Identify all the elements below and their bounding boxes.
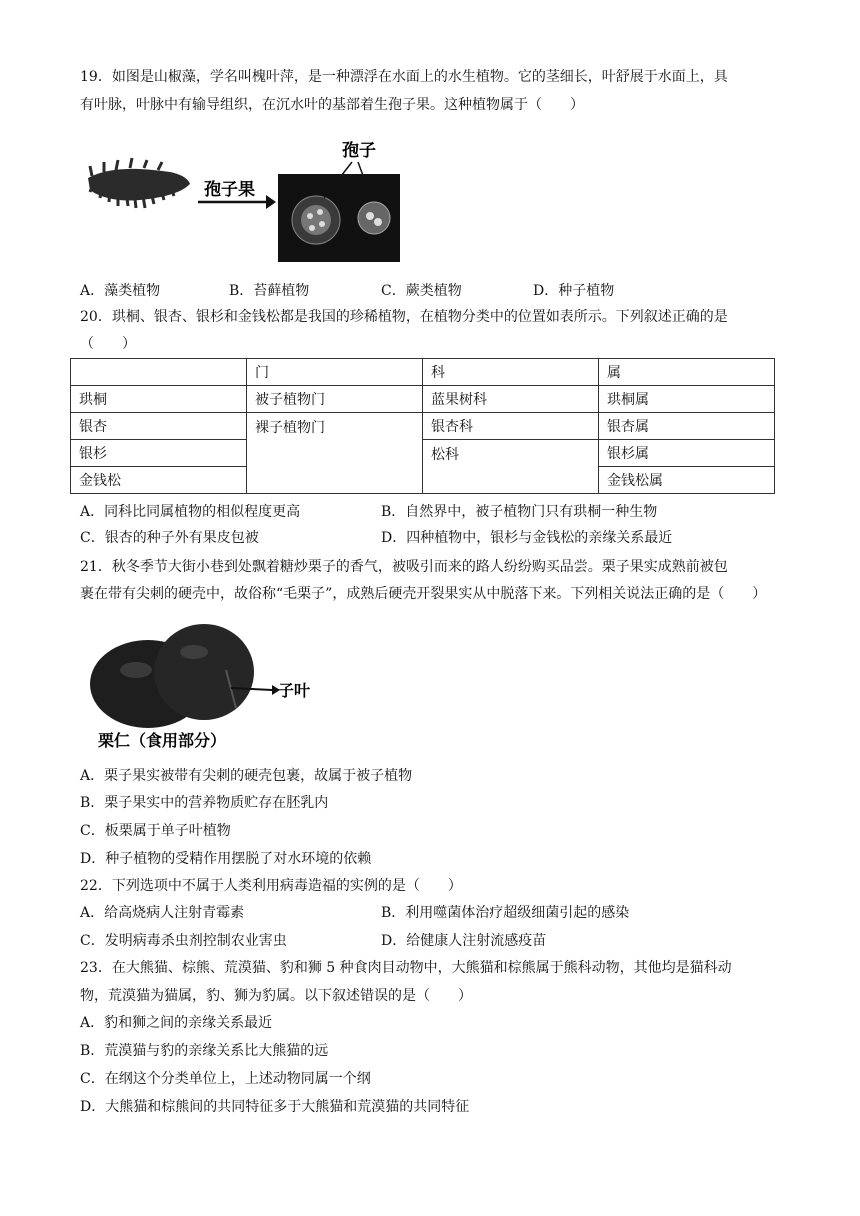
table-header-cell: 科 [423,359,599,386]
arrow-head-icon [266,195,276,209]
chestnut-figure [86,622,316,754]
q20-option-c: C．银杏的种子外有果皮包被 [80,530,259,546]
q21-stem-line2: 裹在带有尖刺的硬壳中，故俗称“毛栗子”，成熟后硬壳开裂果实从中脱落下来。下列相关说法正确的是（ ） [80,586,767,602]
q22-stem-line1: 22．下列选项中不属于人类利用病毒造福的实例的是（ ） [80,878,462,894]
label-cotyledon: 子叶 [278,681,311,700]
q20-stem-line2: （ ） [80,336,136,352]
q22-option-b: B．利用噬菌体治疗超级细菌引起的感染 [381,905,630,921]
table-row [71,386,775,413]
table-cell: 银杉 [71,440,247,467]
q19-stem-line1: 19．如图是山椒藻，学名叫槐叶萍，是一种漂浮在水面上的水生植物。它的茎细长，叶舒展于水面上，具 [80,69,728,85]
q23-stem-line1: 23．在大熊猫、棕熊、荒漠猫、豹和狮 5 种食肉目动物中，大熊猫和棕熊属于熊科动物，其他均是猫科动 [80,960,732,976]
table-cell: 银杏科 [423,413,599,440]
q20-stem-line1: 20．珙桐、银杏、银杉和金钱松都是我国的珍稀植物，在植物分类中的位置如表所示。下列叙述正确的是 [80,309,728,325]
table-header-cell: 属 [599,359,775,386]
table-header-row [71,359,775,386]
q21-option-c: C．板栗属于单子叶植物 [80,823,231,839]
table-cell: 银杏 [71,413,247,440]
table-cell: 金钱松 [71,467,247,494]
classification-table [70,358,775,494]
table-cell: 裸子植物门 [247,413,423,494]
table-header-cell: 门 [247,359,423,386]
q20-option-a: A．同科比同属植物的相似程度更高 [80,504,301,520]
q22-option-a: A．给高烧病人注射青霉素 [80,905,245,921]
label-sporocarp: 孢子果 [204,180,255,200]
q21-option-d: D．种子植物的受精作用摆脱了对水环境的依赖 [80,851,372,867]
salvinia-figure [80,138,410,266]
salvinia-plant-image [88,158,190,208]
figure-caption: 栗仁（食用部分） [98,731,227,750]
q19-option-c: C．蕨类植物 [381,283,462,299]
table-cell: 银杉属 [599,440,775,467]
table-header-cell [71,359,247,386]
q20-option-d: D．四种植物中，银杉与金钱松的亲缘关系最近 [381,530,673,546]
table-cell: 被子植物门 [247,386,423,413]
q23-option-d: D．大熊猫和棕熊间的共同特征多于大熊猫和荒漠猫的共同特征 [80,1099,470,1115]
table-cell: 松科 [423,440,599,494]
table-cell: 珙桐属 [599,386,775,413]
q22-option-d: D．给健康人注射流感疫苗 [381,933,547,949]
q23-stem-line2: 物，荒漠猫为猫属，豹、狮为豹属。以下叙述错误的是（ ） [80,988,472,1004]
table-cell: 银杏属 [599,413,775,440]
table-cell: 蓝果树科 [423,386,599,413]
q19-stem-line2: 有叶脉，叶脉中有输导组织，在沉水叶的基部着生孢子果。这种植物属于（ ） [80,97,584,113]
table-row [71,413,775,440]
q19-option-a: A．藻类植物 [80,283,161,299]
q22-option-c: C．发明病毒杀虫剂控制农业害虫 [80,933,287,949]
q21-option-b: B．栗子果实中的营养物质贮存在胚乳内 [80,795,329,811]
q21-stem-line1: 21．秋冬季节大街小巷到处飘着糖炒栗子的香气，被吸引而来的路人纷纷购买品尝。栗子果实成熟前被包 [80,559,728,575]
q23-option-a: A．豹和狮之间的亲缘关系最近 [80,1015,273,1031]
label-spore: 孢子 [342,141,376,161]
table-cell: 珙桐 [71,386,247,413]
table-row [71,440,775,467]
q20-option-b: B．自然界中，被子植物门只有珙桐一种生物 [381,504,658,520]
q21-option-a: A．栗子果实被带有尖刺的硬壳包裹，故属于被子植物 [80,768,413,784]
q19-option-d: D．种子植物 [533,283,615,299]
q23-option-b: B．荒漠猫与豹的亲缘关系比大熊猫的远 [80,1043,329,1059]
chestnut-kernel-right [154,624,254,720]
table-cell: 金钱松属 [599,467,775,494]
q23-option-c: C．在纲这个分类单位上，上述动物同属一个纲 [80,1071,371,1087]
q19-option-b: B．苔藓植物 [229,283,310,299]
